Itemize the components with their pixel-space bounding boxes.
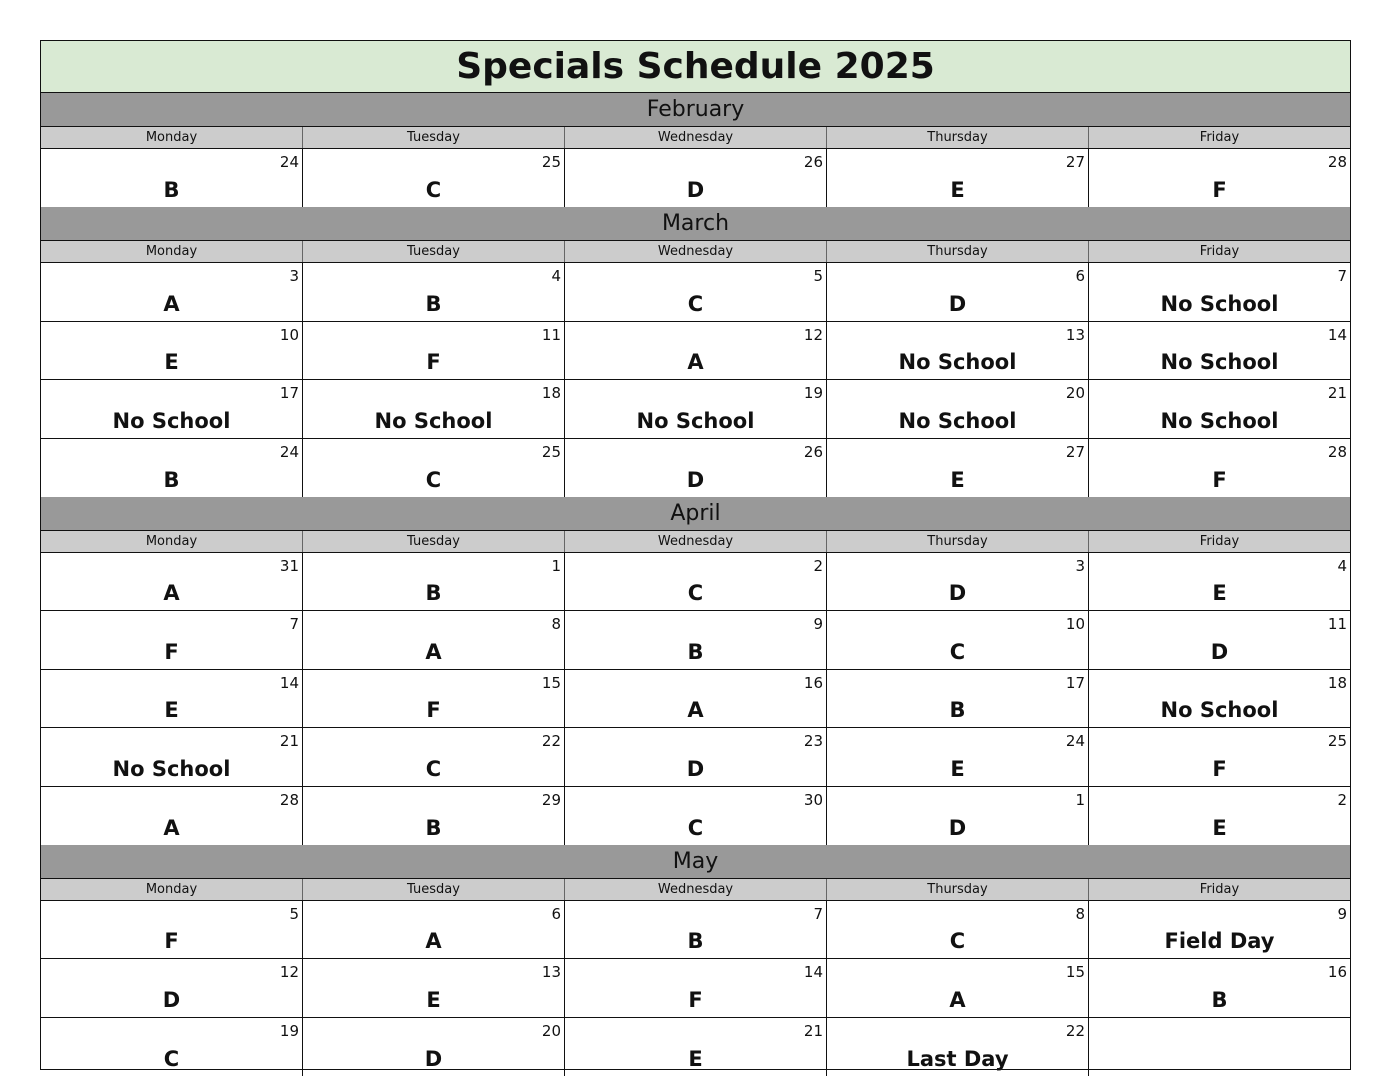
day-cell: [303, 901, 565, 958]
week-row: [41, 380, 1350, 438]
month-section-march: [41, 207, 1350, 497]
date-number: 31: [279, 556, 299, 575]
day-cell: [565, 149, 827, 207]
day-cell: [565, 901, 827, 958]
date-number: 12: [803, 325, 823, 344]
special-label: E: [1212, 815, 1227, 840]
weekday-label-wednesday: Wednesday: [565, 531, 827, 552]
weekday-label-wednesday: Wednesday: [565, 127, 827, 148]
special-label: C: [949, 929, 966, 954]
special-label: C: [687, 581, 704, 606]
date-number: 8: [551, 615, 561, 634]
special-label: No School: [112, 756, 231, 781]
day-cell: [827, 611, 1089, 668]
day-cell: [565, 787, 827, 845]
week-row: [41, 439, 1350, 497]
special-label: B: [687, 929, 704, 954]
special-label: E: [950, 178, 965, 203]
date-number: 21: [1327, 384, 1347, 403]
day-cell: [41, 263, 303, 320]
special-label: D: [686, 756, 705, 781]
date-number: 2: [813, 556, 823, 575]
special-label: F: [164, 639, 179, 664]
date-number: 1: [551, 556, 561, 575]
weekday-header-row: [41, 241, 1350, 263]
special-label: No School: [898, 408, 1017, 433]
day-cell: [303, 611, 565, 668]
date-number: 5: [289, 904, 299, 923]
day-cell: [565, 959, 827, 1016]
date-number: 20: [1065, 384, 1085, 403]
date-number: 25: [541, 153, 561, 171]
day-cell: [565, 322, 827, 379]
special-label: D: [948, 581, 967, 606]
day-cell: [827, 149, 1089, 207]
special-label: D: [1210, 639, 1229, 664]
date-number: 14: [279, 673, 299, 692]
day-cell: [303, 728, 565, 785]
special-label: E: [426, 987, 441, 1012]
week-row: [41, 611, 1350, 669]
special-label: C: [425, 756, 442, 781]
day-cell: [565, 263, 827, 320]
week-row: [41, 959, 1350, 1017]
special-label: A: [425, 929, 442, 954]
day-cell: [41, 611, 303, 668]
special-label: D: [424, 1047, 443, 1072]
special-label: A: [687, 350, 704, 375]
special-label: No School: [1160, 698, 1279, 723]
date-number: 1: [1075, 790, 1085, 809]
day-cell: [303, 553, 565, 610]
special-label: Last Day: [906, 1047, 1009, 1072]
weekday-label-tuesday: Tuesday: [303, 241, 565, 262]
date-number: 19: [803, 384, 823, 403]
special-label: No School: [898, 350, 1017, 375]
special-label: D: [948, 291, 967, 316]
special-label: C: [949, 639, 966, 664]
week-row: [41, 322, 1350, 380]
date-number: 18: [1327, 673, 1347, 692]
special-label: C: [425, 467, 442, 492]
date-number: 24: [279, 153, 299, 171]
date-number: 20: [541, 1021, 561, 1040]
special-label: No School: [112, 408, 231, 433]
date-number: 23: [803, 732, 823, 751]
day-cell: [41, 322, 303, 379]
day-cell: [41, 728, 303, 785]
date-number: 13: [541, 963, 561, 982]
special-label: F: [1212, 178, 1227, 203]
special-label: F: [164, 929, 179, 954]
day-cell: [565, 728, 827, 785]
day-cell: [827, 380, 1089, 437]
special-label: B: [687, 639, 704, 664]
day-cell: [1089, 149, 1350, 207]
day-cell: [1089, 553, 1350, 610]
special-label: E: [164, 350, 179, 375]
special-label: B: [425, 291, 442, 316]
day-cell: [1089, 728, 1350, 785]
date-number: 28: [1327, 442, 1347, 461]
date-number: 16: [803, 673, 823, 692]
day-cell: [303, 149, 565, 207]
date-number: 9: [813, 615, 823, 634]
special-label: C: [687, 815, 704, 840]
date-number: 25: [1327, 732, 1347, 751]
special-label: D: [948, 815, 967, 840]
month-header: May: [41, 845, 1350, 879]
weekday-label-tuesday: Tuesday: [303, 127, 565, 148]
special-label: D: [162, 987, 181, 1012]
day-cell: [303, 263, 565, 320]
day-cell: [827, 728, 1089, 785]
date-number: 24: [1065, 732, 1085, 751]
date-number: 4: [1337, 556, 1347, 575]
special-label: A: [425, 639, 442, 664]
date-number: 27: [1065, 442, 1085, 461]
weekday-label-wednesday: Wednesday: [565, 879, 827, 900]
special-label: A: [949, 987, 966, 1012]
special-label: No School: [1160, 350, 1279, 375]
date-number: 11: [1327, 615, 1347, 634]
week-row: [41, 901, 1350, 959]
day-cell: [41, 439, 303, 497]
month-section-february: [41, 93, 1350, 207]
weekday-header-row: [41, 531, 1350, 553]
special-label: B: [425, 815, 442, 840]
day-cell: [1089, 901, 1350, 958]
date-number: 26: [803, 442, 823, 461]
schedule-table: [40, 40, 1351, 1070]
date-number: 9: [1337, 904, 1347, 923]
date-number: 19: [279, 1021, 299, 1040]
weekday-header-row: [41, 127, 1350, 149]
special-label: No School: [1160, 291, 1279, 316]
special-label: B: [163, 178, 180, 203]
date-number: 13: [1065, 325, 1085, 344]
day-cell: [827, 553, 1089, 610]
special-label: F: [426, 350, 441, 375]
special-label: E: [950, 467, 965, 492]
date-number: 16: [1327, 963, 1347, 982]
day-cell: [565, 611, 827, 668]
date-number: 10: [279, 325, 299, 344]
day-cell: [303, 439, 565, 497]
day-cell: [303, 787, 565, 845]
date-number: 22: [1065, 1021, 1085, 1040]
week-row: [41, 670, 1350, 728]
date-number: 7: [813, 904, 823, 923]
day-cell: [1089, 670, 1350, 727]
date-number: 6: [1075, 267, 1085, 286]
special-label: B: [949, 698, 966, 723]
day-cell: [303, 670, 565, 727]
special-label: C: [425, 178, 442, 203]
special-label: Field Day: [1164, 929, 1275, 954]
weekday-label-friday: Friday: [1199, 533, 1240, 549]
date-number: 18: [541, 384, 561, 403]
special-label: B: [425, 581, 442, 606]
date-number: 12: [279, 963, 299, 982]
special-label: A: [163, 581, 180, 606]
day-cell: [1089, 1018, 1350, 1076]
special-label: B: [163, 467, 180, 492]
day-cell: [565, 1018, 827, 1076]
special-label: F: [688, 987, 703, 1012]
day-cell: [1089, 959, 1350, 1016]
day-cell: [303, 380, 565, 437]
special-label: A: [163, 815, 180, 840]
date-number: 22: [541, 732, 561, 751]
day-cell: [827, 670, 1089, 727]
date-number: 29: [541, 790, 561, 809]
date-number: 17: [279, 384, 299, 403]
special-label: D: [686, 178, 705, 203]
date-number: 8: [1075, 904, 1085, 923]
weekday-label-friday: Friday: [1199, 130, 1240, 145]
months-container: [41, 93, 1350, 1076]
special-label: B: [1211, 987, 1228, 1012]
day-cell: [41, 380, 303, 437]
day-cell: [565, 670, 827, 727]
special-label: No School: [1160, 408, 1279, 433]
day-cell: [41, 787, 303, 845]
date-number: 30: [803, 790, 823, 809]
weekday-label-monday: Monday: [41, 241, 303, 262]
date-number: 25: [541, 442, 561, 461]
date-number: 15: [1065, 963, 1085, 982]
day-cell: [41, 149, 303, 207]
weekday-label-thursday: Thursday: [827, 531, 1089, 552]
week-row: [41, 149, 1350, 207]
weekday-label-friday: Friday: [1199, 881, 1240, 897]
day-cell: [827, 959, 1089, 1016]
weekday-label-thursday: Thursday: [827, 127, 1089, 148]
special-label: F: [426, 698, 441, 723]
date-number: 7: [1337, 267, 1347, 286]
weekday-label-monday: Monday: [41, 127, 303, 148]
month-header: March: [41, 207, 1350, 241]
day-cell: [1089, 787, 1350, 845]
day-cell: [1089, 380, 1350, 437]
day-cell: [827, 1018, 1089, 1076]
date-number: 24: [279, 442, 299, 461]
day-cell: [1089, 439, 1350, 497]
special-label: D: [686, 467, 705, 492]
week-row: [41, 728, 1350, 786]
day-cell: [827, 439, 1089, 497]
day-cell: [1089, 263, 1350, 320]
date-number: 5: [813, 267, 823, 286]
date-number: 3: [1075, 556, 1085, 575]
date-number: 3: [289, 267, 299, 286]
date-number: 28: [1327, 153, 1347, 171]
special-label: No School: [636, 408, 755, 433]
month-header: April: [41, 497, 1350, 531]
special-label: E: [688, 1047, 703, 1072]
date-number: 26: [803, 153, 823, 171]
day-cell: [303, 322, 565, 379]
day-cell: [827, 263, 1089, 320]
special-label: C: [687, 291, 704, 316]
weekday-label-wednesday: Wednesday: [565, 241, 827, 262]
month-section-april: [41, 497, 1350, 845]
week-row: [41, 1018, 1350, 1076]
special-label: E: [164, 698, 179, 723]
day-cell: [303, 1018, 565, 1076]
weekday-label-thursday: Thursday: [827, 879, 1089, 900]
day-cell: [41, 1018, 303, 1076]
day-cell: [827, 901, 1089, 958]
page-title: Specials Schedule 2025: [41, 41, 1350, 93]
week-row: [41, 553, 1350, 611]
weekday-label-tuesday: Tuesday: [303, 879, 565, 900]
special-label: E: [950, 756, 965, 781]
day-cell: [41, 959, 303, 1016]
special-label: A: [163, 291, 180, 316]
day-cell: [827, 322, 1089, 379]
date-number: 6: [551, 904, 561, 923]
date-number: 17: [1065, 673, 1085, 692]
special-label: E: [1212, 581, 1227, 606]
month-section-may: [41, 845, 1350, 1076]
date-number: 10: [1065, 615, 1085, 634]
day-cell: [565, 553, 827, 610]
date-number: 28: [279, 790, 299, 809]
day-cell: [1089, 322, 1350, 379]
date-number: 7: [289, 615, 299, 634]
special-label: A: [687, 698, 704, 723]
special-label: No School: [374, 408, 493, 433]
special-label: F: [1212, 756, 1227, 781]
week-row: [41, 787, 1350, 845]
day-cell: [565, 380, 827, 437]
weekday-label-tuesday: Tuesday: [303, 531, 565, 552]
week-row: [41, 263, 1350, 321]
day-cell: [41, 670, 303, 727]
weekday-label-monday: Monday: [41, 879, 303, 900]
date-number: 21: [803, 1021, 823, 1040]
special-label: C: [163, 1047, 180, 1072]
day-cell: [41, 553, 303, 610]
day-cell: [41, 901, 303, 958]
date-number: 27: [1065, 153, 1085, 171]
weekday-header-row: [41, 879, 1350, 901]
date-number: 2: [1337, 790, 1347, 809]
weekday-label-thursday: Thursday: [827, 241, 1089, 262]
special-label: F: [1212, 467, 1227, 492]
month-header: February: [41, 93, 1350, 127]
date-number: 15: [541, 673, 561, 692]
day-cell: [1089, 611, 1350, 668]
date-number: 4: [551, 267, 561, 286]
date-number: 11: [541, 325, 561, 344]
date-number: 21: [279, 732, 299, 751]
day-cell: [565, 439, 827, 497]
weekday-label-monday: Monday: [41, 531, 303, 552]
day-cell: [827, 787, 1089, 845]
date-number: 14: [1327, 325, 1347, 344]
date-number: 14: [803, 963, 823, 982]
day-cell: [303, 959, 565, 1016]
weekday-label-friday: Friday: [1199, 244, 1240, 260]
